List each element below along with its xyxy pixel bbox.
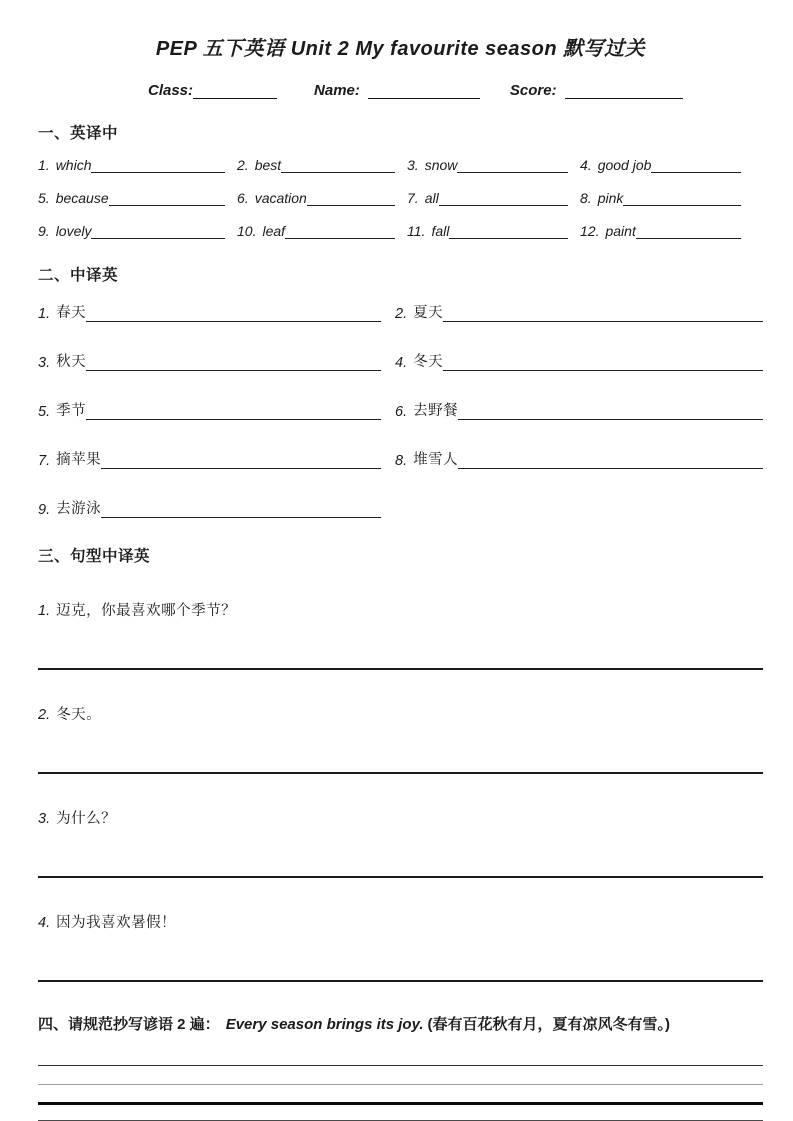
empty-cell [395, 497, 763, 518]
answer-blank[interactable] [109, 191, 225, 206]
answer-blank[interactable] [623, 191, 741, 206]
item-number: 2. [38, 707, 51, 723]
sentence-item [38, 703, 763, 724]
item-number: 4. [580, 157, 592, 173]
answer-blank[interactable] [101, 503, 381, 518]
writing-line[interactable] [38, 1084, 763, 1085]
item-number: 5. [38, 404, 51, 420]
vocab-item [395, 399, 763, 420]
item-word: 季节 [56, 403, 87, 419]
class-label: Class: [148, 82, 194, 99]
answer-blank[interactable] [101, 454, 381, 469]
item-number: 1. [38, 603, 51, 619]
item-number: 6. [237, 190, 249, 206]
item-number: 5. [38, 190, 50, 206]
item-number: 4. [38, 915, 51, 931]
item-word: best [254, 157, 282, 173]
vocab-item [407, 157, 580, 173]
vocab-item [38, 497, 395, 518]
score-blank[interactable] [565, 84, 683, 99]
section2-vocab-grid [38, 301, 763, 518]
vocab-item [407, 190, 580, 206]
name-blank[interactable] [368, 84, 480, 99]
worksheet-title: PEP 五下英语 Unit 2 My favourite season 默写过关 [155, 38, 646, 60]
item-number: 9. [38, 223, 50, 239]
answer-line[interactable] [38, 980, 763, 982]
section4-instruction: 四、请规范抄写谚语 2 遍： [38, 1016, 220, 1033]
item-number: 6. [395, 404, 408, 420]
answer-blank[interactable] [86, 405, 381, 420]
answer-line[interactable] [38, 668, 763, 670]
item-number: 2. [237, 157, 249, 173]
item-word: 秋天 [56, 354, 87, 370]
item-word: which [55, 157, 92, 173]
vocab-item [38, 448, 395, 469]
item-word: 堆雪人 [413, 452, 459, 468]
item-number: 8. [395, 453, 408, 469]
item-number: 3. [407, 157, 419, 173]
item-word: 摘苹果 [56, 452, 102, 468]
answer-blank[interactable] [458, 454, 763, 469]
score-label: Score: [509, 82, 557, 99]
item-word: paint [605, 223, 636, 239]
vocab-item [395, 448, 763, 469]
vocab-item [580, 223, 763, 239]
item-word: fall [431, 223, 450, 239]
item-number: 9. [38, 502, 51, 518]
item-word: 冬天 [413, 354, 444, 370]
writing-line[interactable] [38, 1065, 763, 1066]
answer-blank[interactable] [439, 191, 568, 206]
writing-lines-group [38, 1065, 763, 1121]
answer-blank[interactable] [307, 191, 395, 206]
vocab-item [395, 301, 763, 322]
answer-blank[interactable] [91, 224, 225, 239]
item-number: 7. [38, 453, 51, 469]
sentence-item [38, 599, 763, 620]
section4-heading [38, 1013, 763, 1034]
vocab-item [237, 223, 407, 239]
answer-blank[interactable] [458, 405, 763, 420]
answer-blank[interactable] [449, 224, 568, 239]
answer-blank[interactable] [651, 158, 741, 173]
vocab-item [237, 190, 407, 206]
section1-heading: 一、英译中 [38, 125, 119, 142]
student-info-row [148, 82, 763, 99]
vocab-item [38, 157, 237, 173]
vocab-item [580, 157, 763, 173]
answer-line[interactable] [38, 772, 763, 774]
sentence-item [38, 911, 763, 932]
answer-blank[interactable] [443, 307, 763, 322]
answer-blank[interactable] [285, 224, 395, 239]
answer-blank[interactable] [281, 158, 395, 173]
item-word: 春天 [56, 305, 87, 321]
sentence-text: 因为我喜欢暑假！ [56, 915, 177, 931]
vocab-item [38, 399, 395, 420]
item-number: 8. [580, 190, 592, 206]
item-word: good job [597, 157, 652, 173]
item-number: 10. [237, 223, 257, 239]
item-word: because [55, 190, 109, 206]
item-word: snow [424, 157, 458, 173]
answer-blank[interactable] [636, 224, 741, 239]
vocab-item [580, 190, 763, 206]
item-number: 1. [38, 306, 51, 322]
class-blank[interactable] [193, 84, 277, 99]
answer-blank[interactable] [443, 356, 763, 371]
item-word: 去野餐 [413, 403, 459, 419]
item-word: lovely [55, 223, 92, 239]
answer-blank[interactable] [86, 307, 381, 322]
answer-blank[interactable] [457, 158, 568, 173]
item-number: 3. [38, 811, 51, 827]
item-word: vacation [254, 190, 307, 206]
vocab-item [407, 223, 580, 239]
vocab-item [395, 350, 763, 371]
item-word: pink [597, 190, 624, 206]
item-number: 12. [580, 223, 600, 239]
vocab-item [38, 223, 237, 239]
item-word: leaf [262, 223, 286, 239]
answer-blank[interactable] [86, 356, 381, 371]
sentence-text: 为什么？ [56, 811, 117, 827]
item-number: 3. [38, 355, 51, 371]
section4-translation-note: (春有百花秋有月，夏有凉风冬有雪。) [427, 1016, 671, 1033]
item-word: all [424, 190, 439, 206]
item-number: 2. [395, 306, 408, 322]
section1-vocab-grid [38, 157, 763, 239]
item-number: 11. [407, 223, 426, 239]
item-word: 夏天 [413, 305, 444, 321]
section4-proverb: Every season brings its joy. [225, 1016, 424, 1033]
vocab-item [38, 350, 395, 371]
writing-line[interactable] [38, 1102, 763, 1105]
sentence-item [38, 807, 763, 828]
item-number: 7. [407, 190, 419, 206]
sentence-text: 迈克，你最喜欢哪个季节？ [56, 603, 237, 619]
name-label: Name: [314, 82, 360, 99]
vocab-item [38, 190, 237, 206]
sentence-text: 冬天。 [56, 707, 102, 723]
item-number: 4. [395, 355, 408, 371]
section2-heading: 二、中译英 [38, 267, 119, 284]
item-number: 1. [38, 157, 50, 173]
vocab-item [38, 301, 395, 322]
section3-heading: 三、句型中译英 [38, 548, 151, 565]
answer-blank[interactable] [91, 158, 225, 173]
vocab-item [237, 157, 407, 173]
answer-line[interactable] [38, 876, 763, 878]
item-word: 去游泳 [56, 501, 102, 517]
